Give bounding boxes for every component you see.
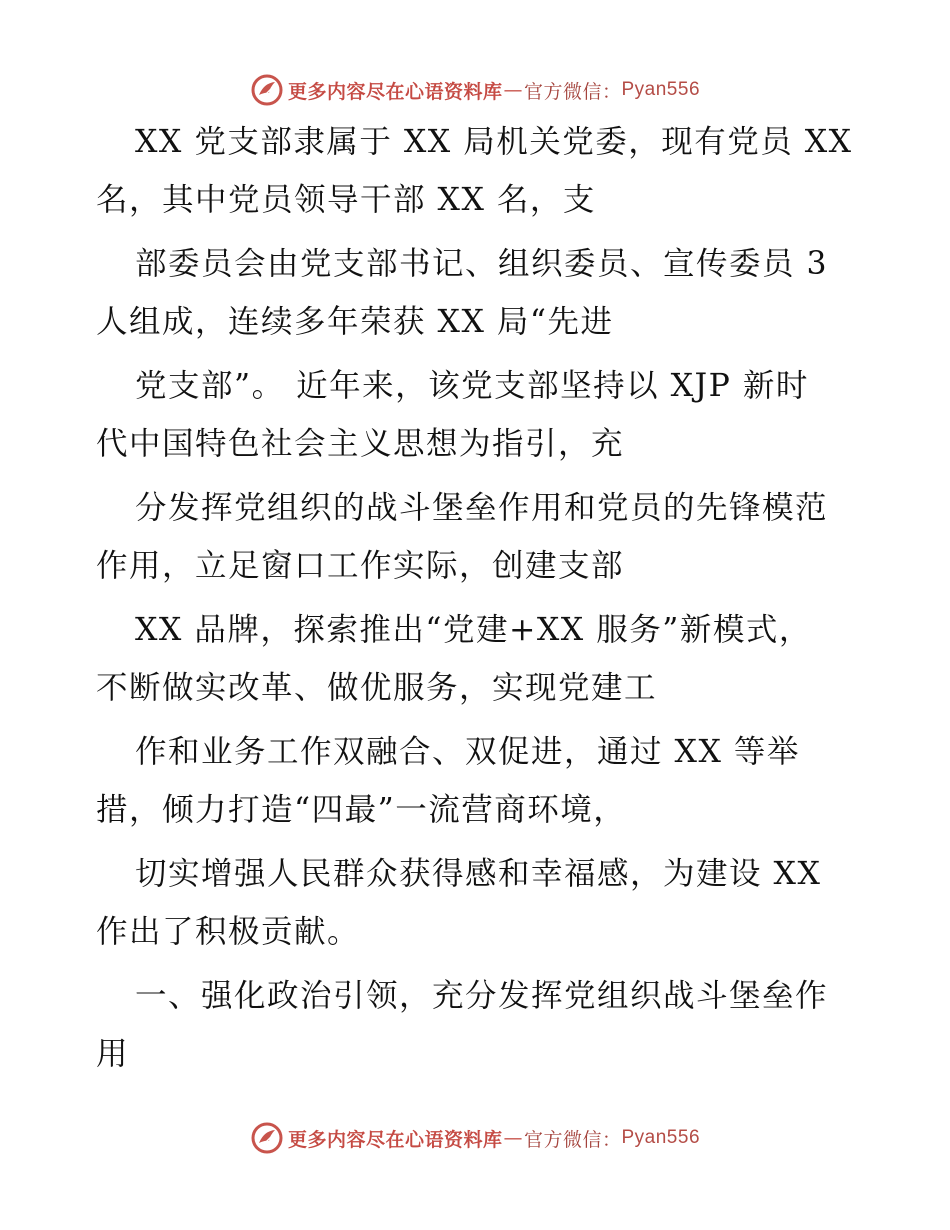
- footer-banner: [0, 1118, 950, 1158]
- banner-dash: —: [503, 1127, 523, 1149]
- section-heading-line: 一、强化政治引领，充分发挥党组织战斗堡垒作: [135, 978, 829, 1014]
- logo-icon: [250, 73, 284, 107]
- banner-sub-text: 官方微信：: [523, 80, 622, 103]
- banner-wechat-id: Pyan556: [621, 1127, 701, 1148]
- paragraph-line: 党支部”。 近年来，该党支部坚持以 XJP 新时: [135, 368, 809, 404]
- paragraph-line: 分发挥党组织的战斗堡垒作用和党员的先锋模范: [135, 490, 829, 526]
- banner-text: [288, 1125, 700, 1152]
- paragraph-line: 人组成，连续多年荣获 XX 局“先进: [96, 304, 614, 340]
- paragraph-line: 不断做实改革、做优服务，实现党建工: [96, 670, 658, 706]
- paragraph-line: 作用，立足窗口工作实际，创建支部: [96, 548, 625, 584]
- paragraph-line: 作和业务工作双融合、双促进，通过 XX 等举: [135, 734, 800, 770]
- paragraph-line: 部委员会由党支部书记、组织委员、宣传委员 3: [135, 246, 829, 282]
- paragraph-line: XX 品牌，探索推出“党建+XX 服务”新模式，: [135, 612, 812, 648]
- logo-icon: [250, 1121, 284, 1155]
- paragraph-line: XX 党支部隶属于 XX 局机关党委，现有党员 XX: [135, 124, 853, 160]
- paragraph-line: 名，其中党员领导干部 XX 名，支: [96, 182, 596, 218]
- banner-main-text: 更多内容尽在心语资料库: [287, 1128, 503, 1151]
- paragraph-line: 措，倾力打造“四最”一流营商环境，: [96, 792, 627, 828]
- section-heading-line: 用: [96, 1036, 130, 1072]
- banner-dash: —: [503, 79, 523, 101]
- banner-main-text: 更多内容尽在心语资料库: [287, 80, 503, 103]
- paragraph-line: 作出了积极贡献。: [96, 914, 361, 950]
- banner-sub-text: 官方微信：: [523, 1128, 622, 1151]
- header-banner: [0, 70, 950, 110]
- paragraph-line: 切实增强人民群众获得感和幸福感，为建设 XX: [135, 856, 822, 892]
- banner-wechat-id: Pyan556: [621, 79, 701, 100]
- paragraph-line: 代中国特色社会主义思想为指引，充: [96, 426, 625, 462]
- banner-text: [288, 77, 700, 104]
